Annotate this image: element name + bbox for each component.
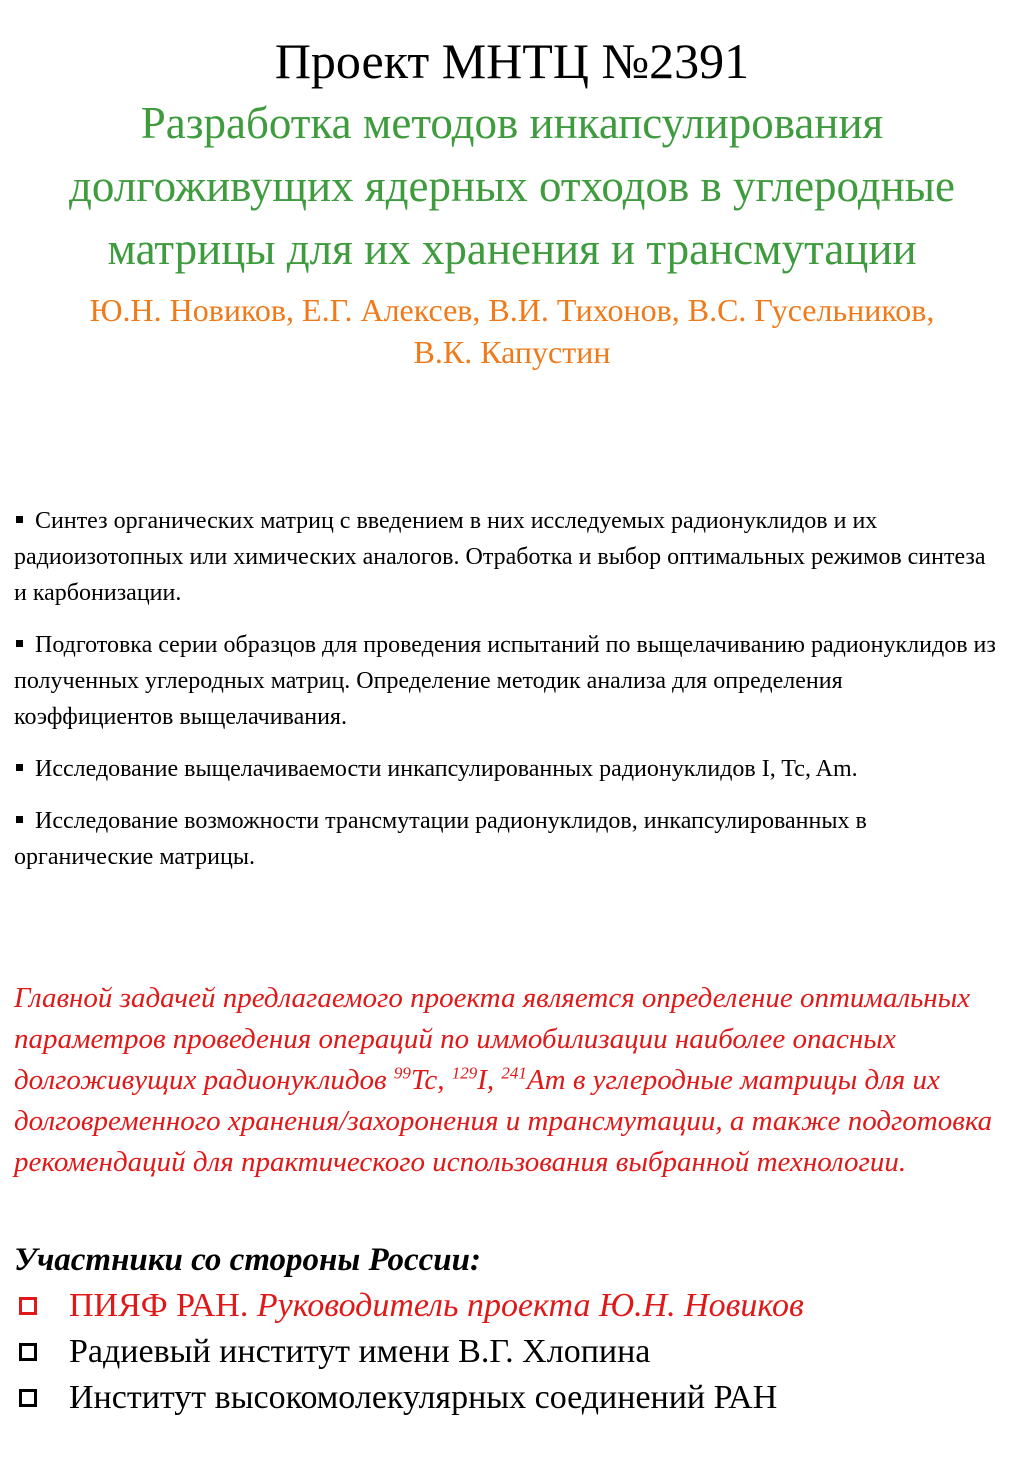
isotope-mass: 129 [451,1063,478,1083]
checkbox-icon [19,1389,37,1407]
isotope-symbol: Am [526,1064,566,1096]
task-text: Синтез органических матриц с введением в них исследуемых радионуклидов и их радиоизотопных или химических аналогов. Отработка и выбор оптимальных режимов синтеза и карбонизации. [14,508,986,606]
participant-item [14,1375,1009,1421]
main-goal [14,978,1009,1183]
checkbox-icon [19,1343,37,1361]
project-title: Разработка методов инкапсулирования долгоживущих ядерных отходов в углеродные матрицы для их хранения и трансмутации [69,98,955,274]
goal-text-end: в углеродные матрицы для их долговременного хранения/захоронения и трансмутации, а также подготовка рекомендаций для практического использования выбранной технологии. [14,1064,993,1178]
task-item [14,751,1004,787]
task-text: Подготовка серии образцов для проведения испытаний по выщелачиванию радионуклидов из полученных углеродных матриц. Определение методик анализа для определения коэффициентов выщелачивания. [14,632,996,730]
isotope-mass: 99 [393,1063,411,1083]
square-bullet-icon [16,640,23,647]
participant-org: ПИЯФ РАН. [69,1287,249,1324]
task-item [14,803,1004,875]
task-list [14,503,1004,891]
goal-text-start: Главной задачей предлагаемого проекта является определение оптимальных параметров проведения операций по иммобилизации наиболее опасных долгоживущих радионуклидов [14,982,971,1096]
participant-org: Институт высокомолекулярных соединений РАН [69,1379,778,1416]
header [0,0,1024,373]
participant-item [14,1329,1009,1375]
participants-title: Участники со стороны России: [14,1242,481,1278]
square-bullet-icon [16,816,23,823]
participant-role: Руководитель проекта Ю.Н. Новиков [256,1287,804,1324]
task-text: Исследование выщелачиваемости инкапсулированных радионуклидов I, Tc, Am. [35,756,858,782]
authors: Ю.Н. Новиков, Е.Г. Алексев, В.И. Тихонов, В.С. Гусельников, В.К. Капустин [89,292,935,370]
task-item [14,503,1004,611]
isotope-symbol: Tc, [410,1064,452,1096]
checkbox-icon [19,1297,37,1315]
project-number: Проект МНТЦ №2391 [274,33,750,89]
participant-org: Радиевый институт имени В.Г. Хлопина [69,1333,651,1370]
participants [14,1237,1009,1421]
isotope-mass: 241 [501,1063,527,1083]
task-item [14,627,1004,735]
square-bullet-icon [16,516,23,523]
isotope-symbol: I, [477,1064,502,1096]
task-text: Исследование возможности трансмутации радионуклидов, инкапсулированных в органические матрицы. [14,808,867,870]
participant-item [14,1283,1009,1329]
square-bullet-icon [16,764,23,771]
